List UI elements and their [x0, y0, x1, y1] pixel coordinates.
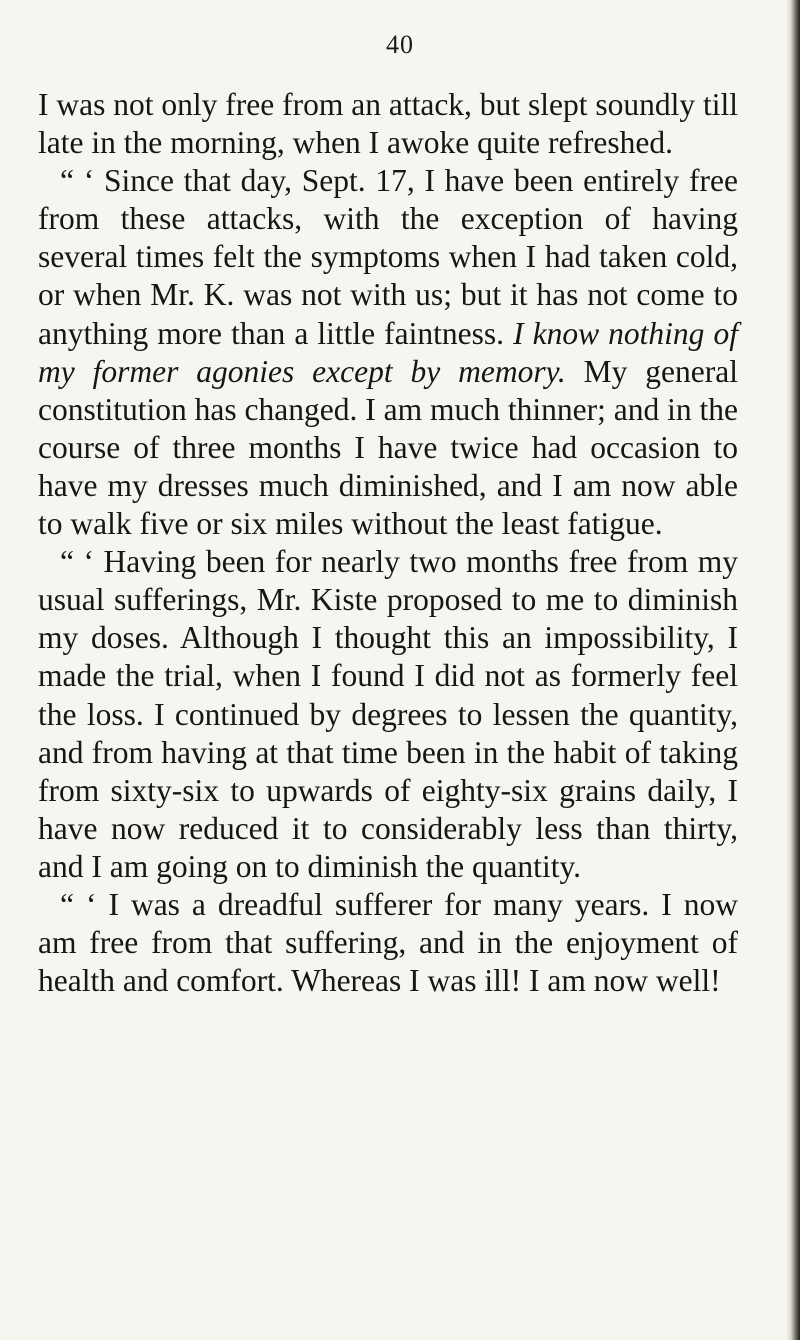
paragraph-1: I was not only free from an attack, but slept soundly till late in the morning, when I awoke quite refreshed.	[38, 87, 738, 161]
paragraph-2-text-before: “ ‘ Since that day, Sept. 17, I have been entirely free from these attacks, with the exception of having several times felt the symptoms when I had taken cold, or when Mr. K. was not with us; but it has not come to anything more than a little faintness.	[38, 163, 738, 351]
paragraph-4: “ ‘ I was a dreadful sufferer for many years. I now am free from that suffering, and in the enjoyment of health and comfort. Whereas I was ill! I am now well!	[38, 886, 738, 999]
paragraph-2-italic-text: I know nothing of my former agonies except by memory.	[38, 315, 738, 389]
body-text	[38, 86, 738, 1000]
paragraph-2	[38, 162, 738, 543]
page-edge-shadow	[786, 0, 800, 1340]
paragraph-2-text-after: My general constitution has changed. I am much thinner; and in the course of three months I have twice had occasion to have my dresses much diminished, and I am now able to walk five or six miles without the least fatigue.	[38, 353, 738, 542]
paragraph-3: “ ‘ Having been for nearly two months free from my usual sufferings, Mr. Kiste proposed to me to diminish my doses. Although I thought this an impossibility, I made the trial, when I found I did not as formerly feel the loss. I continued by degrees to lessen the quantity, and from having at that time been in the habit of taking from sixty-six to upwards of eighty-six grains daily, I have now reduced it to considerably less than thirty, and I am going on to diminish the quantity.	[38, 544, 738, 884]
page-number: 40	[386, 30, 414, 59]
